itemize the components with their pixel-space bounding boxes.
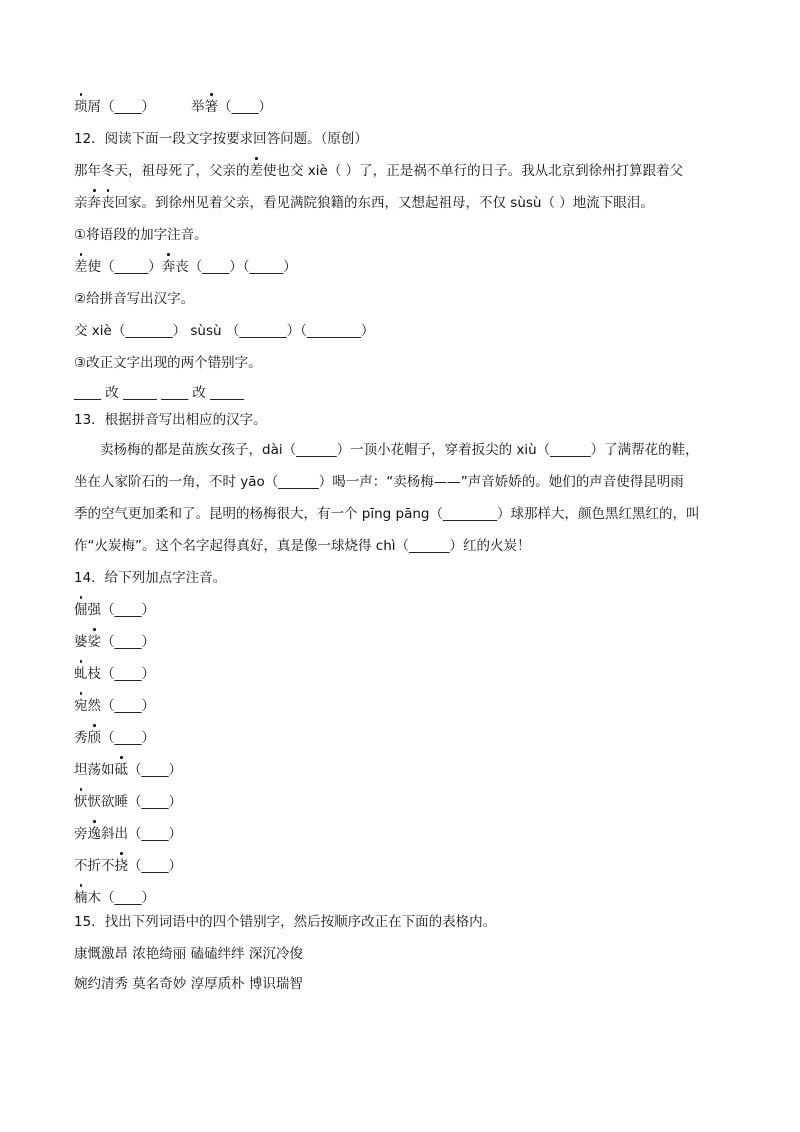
question-15-title: 15．找出下列词语中的四个错别字，然后按顺序改正在下面的表格内。 — [74, 914, 497, 930]
q12-sub-2-answers: 交 xiè（_______） sùsù （_______）（________） — [74, 323, 375, 339]
q14-item — [74, 600, 155, 620]
q13-line-2: 坐在人家阶石的一角，不时 yāo（______）喝一声：“卖杨梅——”声音娇娇的。她们的声音使得昆明雨 — [74, 474, 684, 490]
term-rest: 然（____） — [87, 698, 155, 714]
dotted-char: 逸 — [87, 826, 101, 842]
term-rest: 木（____） — [87, 890, 155, 906]
term-prefix: 宛 — [74, 698, 88, 714]
dotted-char: 挠 — [114, 858, 128, 874]
question-14-title: 14．给下列加点字注音。 — [74, 570, 227, 586]
q14-item — [74, 760, 182, 780]
q13-line-1: 卖杨梅的都是苗族女孩子，dài（______）一顶小花帽子，穿着扳尖的 xiù（______）了满帮花的鞋， — [100, 442, 699, 458]
term-prefix: 倔 — [74, 602, 88, 618]
term-rest: 挠（____） — [114, 858, 182, 874]
term-rest: 娑（____） — [87, 634, 155, 650]
q14-item — [74, 696, 155, 716]
term-rest: 恹欲睡（____） — [87, 794, 182, 810]
q12-sub-1-answers — [74, 257, 297, 277]
term-rest: 颀（____） — [87, 730, 155, 746]
term-prefix: 虬 — [74, 666, 88, 682]
term-prefix: 楠 — [74, 890, 88, 906]
plain-char: 举 — [191, 99, 205, 115]
text: 使也交 xiè（ ）了，正是祸不单行的日子。我从北京到徐州打算跟着父 — [263, 163, 684, 179]
term-prefix: 旁 — [74, 826, 88, 842]
question-13-title: 13．根据拼音写出相应的汉字。 — [74, 412, 267, 428]
q14-item — [74, 888, 155, 908]
dotted-char: 奔 — [161, 259, 176, 275]
dotted-char: 差 — [249, 163, 263, 179]
text: 那年冬天，祖母死了，父亲的 — [74, 163, 250, 179]
q13-line-4: 作“火炭梅”。这个名字起得真好，真是像一球烧得 chì（______）红的火炭！ — [74, 538, 531, 554]
text: 亲 — [74, 195, 88, 211]
dotted-char: 丧 — [101, 195, 115, 211]
dotted-char: 奔 — [87, 195, 101, 211]
dotted-char: 箸 — [204, 99, 218, 115]
dotted-char: 砥 — [114, 762, 128, 778]
text: 使（_____） — [87, 259, 162, 275]
blank-text: （____） — [218, 99, 272, 115]
q14-item — [74, 792, 182, 812]
q12-sub-3: ③改正文字出现的两个错别字。 — [74, 355, 262, 371]
term-rest: 砥（____） — [114, 762, 182, 778]
q12-sub-3-answers: ____ 改 _____ ____ 改 _____ — [74, 385, 244, 401]
q15-row-2: 婉约清秀 莫名奇妙 淳厚质朴 博识瑞智 — [74, 976, 303, 992]
dotted-char: 琐 — [74, 99, 88, 115]
q12-sub-2: ②给拼音写出汉字。 — [74, 291, 195, 307]
term-prefix: 坦荡如 — [74, 762, 115, 778]
q14-item — [74, 632, 155, 652]
term-rest: 逸斜出（____） — [87, 826, 182, 842]
q14-item — [74, 728, 155, 748]
term-prefix: 不折不 — [74, 858, 115, 874]
dotted-char: 颀 — [87, 730, 101, 746]
term-prefix: 秀 — [74, 730, 88, 746]
q14-item — [74, 824, 182, 844]
q12-sub-1: ①将语段的加字注音。 — [74, 227, 208, 243]
text: 丧（____）（_____） — [175, 259, 297, 275]
q14-item — [74, 664, 155, 684]
blank-text: 屑（____） — [87, 99, 155, 115]
q13-line-3: 季的空气更加柔和了。昆明的杨梅很大，有一个 pīng pāng（________）球那样大，颜色黑红黑红的，叫 — [74, 506, 700, 522]
term-prefix: 恹 — [74, 794, 88, 810]
dotted-char: 娑 — [87, 634, 101, 650]
question-12-title: 12．阅读下面一段文字按要求回答问题。（原创） — [74, 131, 368, 147]
term-rest: 枝（____） — [87, 666, 155, 682]
dotted-char: 差 — [74, 259, 88, 275]
text: 回家。到徐州见着父亲，看见满院狼籍的东西，又想起祖母，不仅 sùsù（ ）地流下眼泪。 — [114, 195, 654, 211]
q12-passage-line-2 — [74, 193, 654, 213]
q12-passage-line-1 — [74, 161, 683, 181]
term-rest: 强（____） — [87, 602, 155, 618]
term-prefix: 婆 — [74, 634, 88, 650]
line-suoxie-juzhu — [74, 97, 272, 117]
q14-item — [74, 856, 182, 876]
q15-row-1: 康慨激昂 浓艳绮丽 磕磕绊绊 深沉冷俊 — [74, 946, 303, 962]
